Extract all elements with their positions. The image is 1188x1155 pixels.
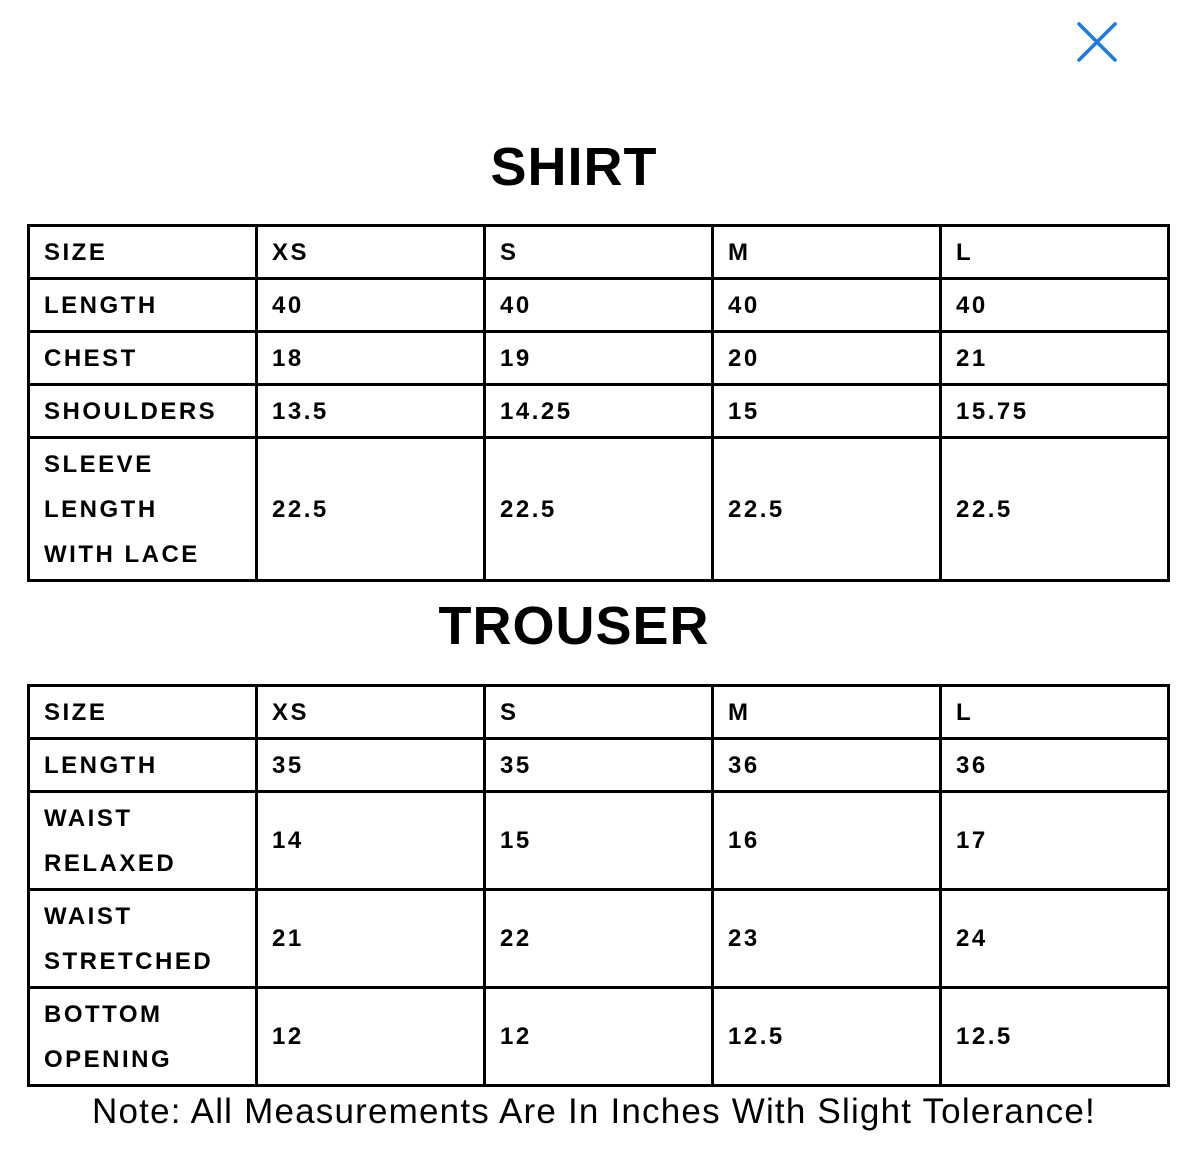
cell-s: 14.25: [485, 385, 713, 438]
row-label: SIZE: [29, 686, 257, 739]
cell-s: 40: [485, 279, 713, 332]
table-row: [29, 792, 1169, 890]
cell-xs: 12: [257, 988, 485, 1086]
row-label: [29, 792, 257, 890]
cell-m: 22.5: [713, 438, 941, 581]
cell-s: 22: [485, 890, 713, 988]
cell-l: L: [941, 226, 1169, 279]
cell-m: M: [713, 226, 941, 279]
table-row: [29, 385, 1169, 438]
cell-s: 35: [485, 739, 713, 792]
table-row: [29, 279, 1169, 332]
cell-l: 17: [941, 792, 1169, 890]
cell-m: 16: [713, 792, 941, 890]
row-label: SHOULDERS: [29, 385, 257, 438]
row-label-line: WAIST: [44, 902, 133, 930]
row-label-line: WITH LACE: [44, 540, 200, 568]
cell-xs: 14: [257, 792, 485, 890]
shirt-size-table: [27, 224, 1170, 582]
row-label: LENGTH: [29, 739, 257, 792]
cell-xs: 35: [257, 739, 485, 792]
trouser-title: TROUSER: [438, 596, 710, 656]
shirt-title: SHIRT: [490, 137, 658, 197]
row-label-line: LENGTH: [44, 495, 158, 523]
row-label: LENGTH: [29, 279, 257, 332]
cell-m: 20: [713, 332, 941, 385]
row-label-line: RELAXED: [44, 849, 177, 877]
cell-s: S: [485, 226, 713, 279]
cell-xs: 13.5: [257, 385, 485, 438]
close-icon[interactable]: [1074, 20, 1120, 64]
cell-m: 23: [713, 890, 941, 988]
table-row: [29, 332, 1169, 385]
row-label-line: OPENING: [44, 1045, 173, 1073]
cell-xs: XS: [257, 226, 485, 279]
cell-l: 22.5: [941, 438, 1169, 581]
cell-s: 15: [485, 792, 713, 890]
cell-xs: XS: [257, 686, 485, 739]
row-label-line: SLEEVE: [44, 450, 154, 478]
trouser-size-table: [27, 684, 1170, 1087]
cell-xs: 18: [257, 332, 485, 385]
cell-l: 24: [941, 890, 1169, 988]
table-row: [29, 686, 1169, 739]
cell-xs: 40: [257, 279, 485, 332]
table-row: [29, 890, 1169, 988]
row-label: CHEST: [29, 332, 257, 385]
cell-s: 12: [485, 988, 713, 1086]
row-label-line: STRETCHED: [44, 947, 214, 975]
row-label: SIZE: [29, 226, 257, 279]
cell-m: 40: [713, 279, 941, 332]
cell-l: 12.5: [941, 988, 1169, 1086]
table-row: [29, 739, 1169, 792]
cell-m: 12.5: [713, 988, 941, 1086]
cell-s: 22.5: [485, 438, 713, 581]
cell-m: 36: [713, 739, 941, 792]
row-label: [29, 988, 257, 1086]
cell-l: 15.75: [941, 385, 1169, 438]
row-label: [29, 438, 257, 581]
table-row: [29, 988, 1169, 1086]
cell-xs: 21: [257, 890, 485, 988]
cell-l: 21: [941, 332, 1169, 385]
cell-l: L: [941, 686, 1169, 739]
close-button[interactable]: [1074, 20, 1120, 64]
table-row: [29, 226, 1169, 279]
row-label-line: BOTTOM: [44, 1000, 163, 1028]
row-label: [29, 890, 257, 988]
cell-s: S: [485, 686, 713, 739]
measurement-note: Note: All Measurements Are In Inches With Slight Tolerance!: [92, 1092, 1096, 1131]
cell-s: 19: [485, 332, 713, 385]
cell-m: M: [713, 686, 941, 739]
cell-l: 40: [941, 279, 1169, 332]
cell-l: 36: [941, 739, 1169, 792]
cell-xs: 22.5: [257, 438, 485, 581]
cell-m: 15: [713, 385, 941, 438]
table-row: [29, 438, 1169, 581]
row-label-line: WAIST: [44, 804, 133, 832]
